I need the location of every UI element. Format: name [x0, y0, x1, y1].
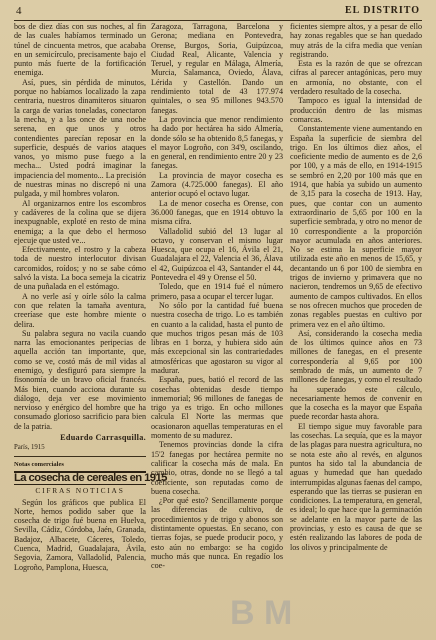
author-signature: Eduardo Carrasquilla.	[60, 433, 146, 443]
page-header	[14, 4, 422, 21]
paragraph: Su palabra segura no vacila cuando narra las emocionantes peripecias de aquella acción tan importante, que, como se ve, costó más de mil vidas al enemigo, y desfiguró para siempre la fisonomía de un bravo oficial francés. Más bien, cuando acciona durante su diálogo, deja ver ese movimiento nervioso y enérgico del hombre que ha consumado glorioso sacrificio para bien de la patria.	[14, 328, 146, 431]
column-3	[290, 22, 422, 552]
journal-title: EL DISTRITO	[344, 5, 420, 16]
paragraph: No sólo por la cantidad fué buena nuestra cosecha de trigo. Lo es también en cuanto a la calidad, hasta el punto de que muchos trigos pesan más de 103 libras en 1 borza, y hubiera sido aún más excepcional sin las contrariedades atmosféricas que agostaron su vigor al madurar.	[151, 300, 283, 375]
paragraph: Toledo, que en 1914 fué el número primero, pasa a ocupar el tercer lugar.	[151, 282, 283, 301]
paragraph: Zaragoza, Tarragona, Barcelona y Gerona; mediana en Pontevedra, Orense, Burgos, Soria, Guipúzcoa, Ciudad Real, Alicante, Valencia y Teruel, y regular en Málaga, Almería, Murcia, Salamanca, Oviedo, Álava, Lérida y Castellón. Dando un rendimiento total de 43 177.974 quintales, o sea 95 millones 943.570 fanegas.	[151, 22, 283, 115]
paragraph: El tiempo sigue muy favorable para las cosechas. La sequía, que es la mayor de las plagas para nuestra agricultura, no se nota este año al revés, en algunos puntos ha sido tal la abundancia de aguas y humedad que han quedado interrumpidas algunas faenas del campo, esperando que las tierras se pusieran en condiciones. La temperatura, en general, es ideal; lo que hace que la germinación se adelante en la mayor parte de las provincias, y esto es causa de que se estén realizando las labores de poda de los olivos y principalmente de	[290, 421, 422, 552]
paragraph: Esta es la razón de que se ofrezcan cifras al parecer antagónicas, pero muy en armonía, no obstante, con el verdadero resultado de la cosecha.	[290, 59, 422, 97]
paragraph: Constantemente viene aumentando en España la superficie de siembra del trigo. En los últimos diez años, el coeficiente medio de aumento es de 2,6 por 100, y a más de ello, en 1914-1915 se sembró en 2,20 por 100 más que en 1914, que había ya subido un aumento de 3,15 para la cosecha de 1913. Hay, pues, que contar con un aumento extraordinario de 5,65 por 100 en la superficie sembrada, y otro no menor de 10 correspondiente a la proporción mayor acumulada en años anteriores. No se estima la superficie mayor utilizada este año en menos de 15,65, y decantando un 6 por 100 de siembra en trigos de invierno y primavera que no nacieron, tendremos un 9,65 de efectivo aumento de campos cultivados. En ellos se nos ofrecen muchos que proceden de zonas regables puestas en cultivo por primera vez en el año último.	[290, 124, 422, 329]
paragraph: La provincia de mayor cosecha es Zamora (4.725.000 fanegas). El año anterior ocupó el octavo lugar.	[151, 170, 283, 199]
column-1	[14, 22, 167, 572]
paragraph: Valladolid subió del 13 lugar al octavo, y conservan el mismo lugar Huesca, que ocupa el 16, Ávila el 21, Guadalajara el 22, Valencia el 36, Álava el 42, Guipúzcoa el 43, Santander el 44, Pontevedra el 49 y Orense el 50.	[151, 226, 283, 283]
paragraph: La provincia que menor rendimiento ha dado por hectárea ha sido Almería, donde sólo se ha obtenido 8,5 fanegas, y el mayor Logroño, con 34'9, oscilando, en general, en rendimiento entre 20 y 23 fanegas.	[151, 114, 283, 171]
library-watermark	[230, 590, 380, 630]
section-label: Notas comerciales	[14, 460, 64, 468]
paragraph: Según los gráficos que publica El Norte, hemos podido saber que la cosecha de trigo fué buena en Huelva, Sevilla, Cádiz, Córdoba, Jaén, Granada, Badajoz, Albacete, Cáceres, Toledo, Cuenca, Madrid, Guadalajara, Ávila, Segovia, Zamora, Valladolid, Palencia, Logroño, Pamplona, Huesca,	[14, 497, 146, 572]
dateline: París, 1915	[14, 444, 45, 452]
paragraph: Así, considerando la cosecha media de los últimos quince años en 73 millones de fanegas, en el presente correspondería al 9,65 por 100 sembrado de más, un aumento de 7 millones de fanegas, y como el resultado ha superado este cálculo, necesariamente hemos de convenir en que la cosecha es la mayor que España puede recordar hasta ahora.	[290, 328, 422, 422]
paragraph: Tenemos provincias donde la cifra 15'2 fanegas por hectárea permite no calificar la cosecha más de mala. En cambio, otras, donde no se llegó a tal coeficiente, son reputadas como de buena cosecha.	[151, 440, 283, 496]
article-subhead: CIFRAS NOTICIAS	[35, 486, 125, 496]
page-number: 4	[16, 5, 22, 17]
paragraph: Así, pues, sin pérdida de minutos, porque no habíamos localizado la zapa centraria, nuestros dinamiteros situaron la carga de varias toneladas, conectaron la mecha, y a las once de una noche serena, en que unos y otros contendientes parecían reposar en la superficie, después de varios ataques vanos, yo mismo puse fuego a la mecha... Usted podrá imaginar la impaciencia del momento... La precisión de nuestras minas no discrepó ni una pulgada, y mil hombres volaron.	[14, 77, 146, 199]
paragraph: bos de diez días con sus noches, al fin de las cuales habíamos terminado un túnel de cincuenta metros, que acababa en un semicírculo, precisamente bajo el punto más fuerte de la fortificación enemiga.	[14, 22, 146, 78]
paragraph: La de menor cosecha es Orense, con 36.000 fanegas, que en 1914 obtuvo la misma cifra.	[151, 198, 283, 227]
paragraph: ¿Por qué esto? Sencillamente porque las diferencias de cultivo, de procedimientos y de trigo y abonos son distintamente opuestas. En secano, con tierras fojas, se puede producir poco, y esto aún no embargo: se ha cogido mucho más que nunca. En regadío los coe-	[151, 496, 283, 571]
paragraph: España, pues, batió el record de las cosechas obtenidas desde tiempo inmemorial; 96 millones de fanegas de trigo ya es trigo. En ocho millones calcula El Norte las mermas que ocasionaron aquellas temperaturas en el momento de su madurez.	[151, 375, 283, 441]
svg-text:B M: B M	[230, 594, 293, 630]
paragraph: ficientes siempre altos, y a pesar de ello hay zonas regables que se han quedado muy atrás de la cifra media que venían registrando.	[290, 22, 422, 59]
paragraph: Al organizarnos entre los escombros y cadáveres de la colina que se dijera inexpugnable, exploté en resto de mina enemiga; a la que debo el hermoso ejecuje que usted ve...	[14, 198, 146, 245]
section-divider	[14, 456, 146, 457]
column-2	[151, 22, 283, 571]
paragraph: A no verle así y oírle sólo la calma con que relaten la tamaña aventura, creeríase que este hombre miente o delira.	[14, 291, 146, 329]
paragraph: Efectivamente, el rostro y la cabeza toda de nuestro interlocutor divisan carcomidos, roídos; y no se sabe cómo salvó la vista. La boca semeja la cicatriz de una puñalada en el estómago.	[14, 245, 146, 292]
paragraph: Tampoco es igual la intensidad de producción dentro de las mismas comarcas.	[290, 96, 422, 124]
article-headline: La cosecha de cereales en 1915	[14, 471, 167, 484]
